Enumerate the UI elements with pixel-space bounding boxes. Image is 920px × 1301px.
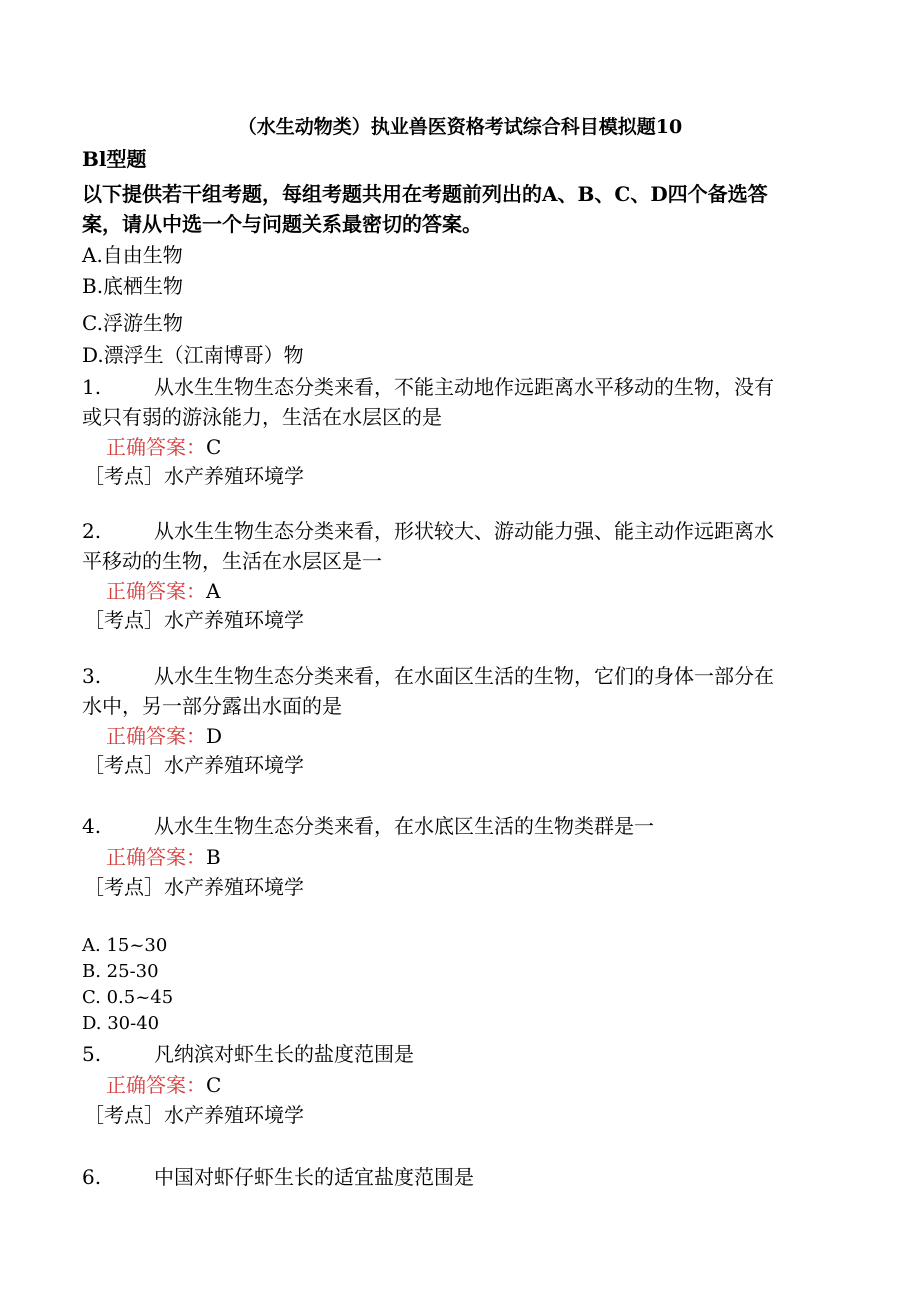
- answer-value: B: [206, 845, 221, 869]
- question-5: [82, 1039, 414, 1069]
- answer-value: C: [206, 1073, 222, 1097]
- option-d: D. 30-40: [82, 1013, 160, 1034]
- question-number: 2.: [82, 519, 102, 543]
- question-2-continuation: 平移动的生物，生活在水层区是一: [82, 549, 382, 573]
- answer-label: 正确答案：: [106, 845, 206, 869]
- kaodian-1: ［考点］水产养殖环境学: [84, 464, 304, 488]
- question-number: 4.: [82, 814, 102, 838]
- option-b: B. 25-30: [82, 961, 159, 982]
- kaodian-5: ［考点］水产养殖环境学: [84, 1103, 304, 1127]
- answer-label: 正确答案：: [106, 435, 206, 459]
- option-c: C.浮游生物: [82, 311, 183, 335]
- question-text: 从水生生物生态分类来看，不能主动地作远距离水平移动的生物，没有: [154, 375, 774, 399]
- question-number: 1.: [82, 375, 102, 399]
- question-3-continuation: 水中，另一部分露出水面的是: [82, 694, 342, 718]
- answer-label: 正确答案：: [106, 1073, 206, 1097]
- answer-1: [106, 432, 221, 462]
- question-6: [82, 1162, 474, 1192]
- question-number: 3.: [82, 664, 102, 688]
- answer-label: 正确答案：: [106, 579, 206, 603]
- question-2: [82, 516, 774, 546]
- question-text: 从水生生物生态分类来看，在水面区生活的生物，它们的身体一部分在: [154, 664, 774, 688]
- option-b: B.底栖生物: [82, 274, 184, 298]
- question-number: 5.: [82, 1042, 102, 1066]
- question-3: [82, 661, 774, 691]
- answer-2: [106, 576, 220, 606]
- option-a: A. 15~30: [82, 935, 168, 956]
- answer-label: 正确答案：: [106, 724, 206, 748]
- question-4: [82, 811, 654, 841]
- answer-3: [106, 721, 222, 751]
- question-text: 凡纳滨对虾生长的盐度范围是: [154, 1042, 414, 1066]
- option-c: C. 0.5~45: [82, 987, 174, 1008]
- kaodian-2: ［考点］水产养殖环境学: [84, 608, 304, 632]
- page-title: （水生动物类）执业兽医资格考试综合科目模拟题10: [237, 116, 683, 138]
- instructions-line-2: 案，请从中选一个与问题关系最密切的答案。: [82, 212, 482, 236]
- answer-4: [106, 842, 221, 872]
- question-text: 从水生生物生态分类来看，在水底区生活的生物类群是一: [154, 814, 654, 838]
- option-d: D.漂浮生（江南博哥）物: [82, 343, 304, 367]
- instructions-line-1: 以下提供若干组考题，每组考题共用在考题前列出的A、B、C、D四个备选答: [82, 182, 768, 206]
- option-a: A.自由生物: [82, 243, 183, 267]
- section-heading: Bl型题: [82, 147, 147, 171]
- question-text: 从水生生物生态分类来看，形状较大、游动能力强、能主动作远距离水: [154, 519, 774, 543]
- question-1: [82, 372, 774, 402]
- answer-value: D: [206, 724, 223, 748]
- answer-value: A: [206, 579, 221, 603]
- question-text: 中国对虾仔虾生长的适宜盐度范围是: [154, 1165, 474, 1189]
- question-1-continuation: 或只有弱的游泳能力，生活在水层区的是: [82, 405, 442, 429]
- kaodian-3: ［考点］水产养殖环境学: [84, 753, 304, 777]
- question-number: 6.: [82, 1165, 102, 1189]
- answer-value: C: [206, 435, 222, 459]
- kaodian-4: ［考点］水产养殖环境学: [84, 875, 304, 899]
- answer-5: [106, 1070, 221, 1100]
